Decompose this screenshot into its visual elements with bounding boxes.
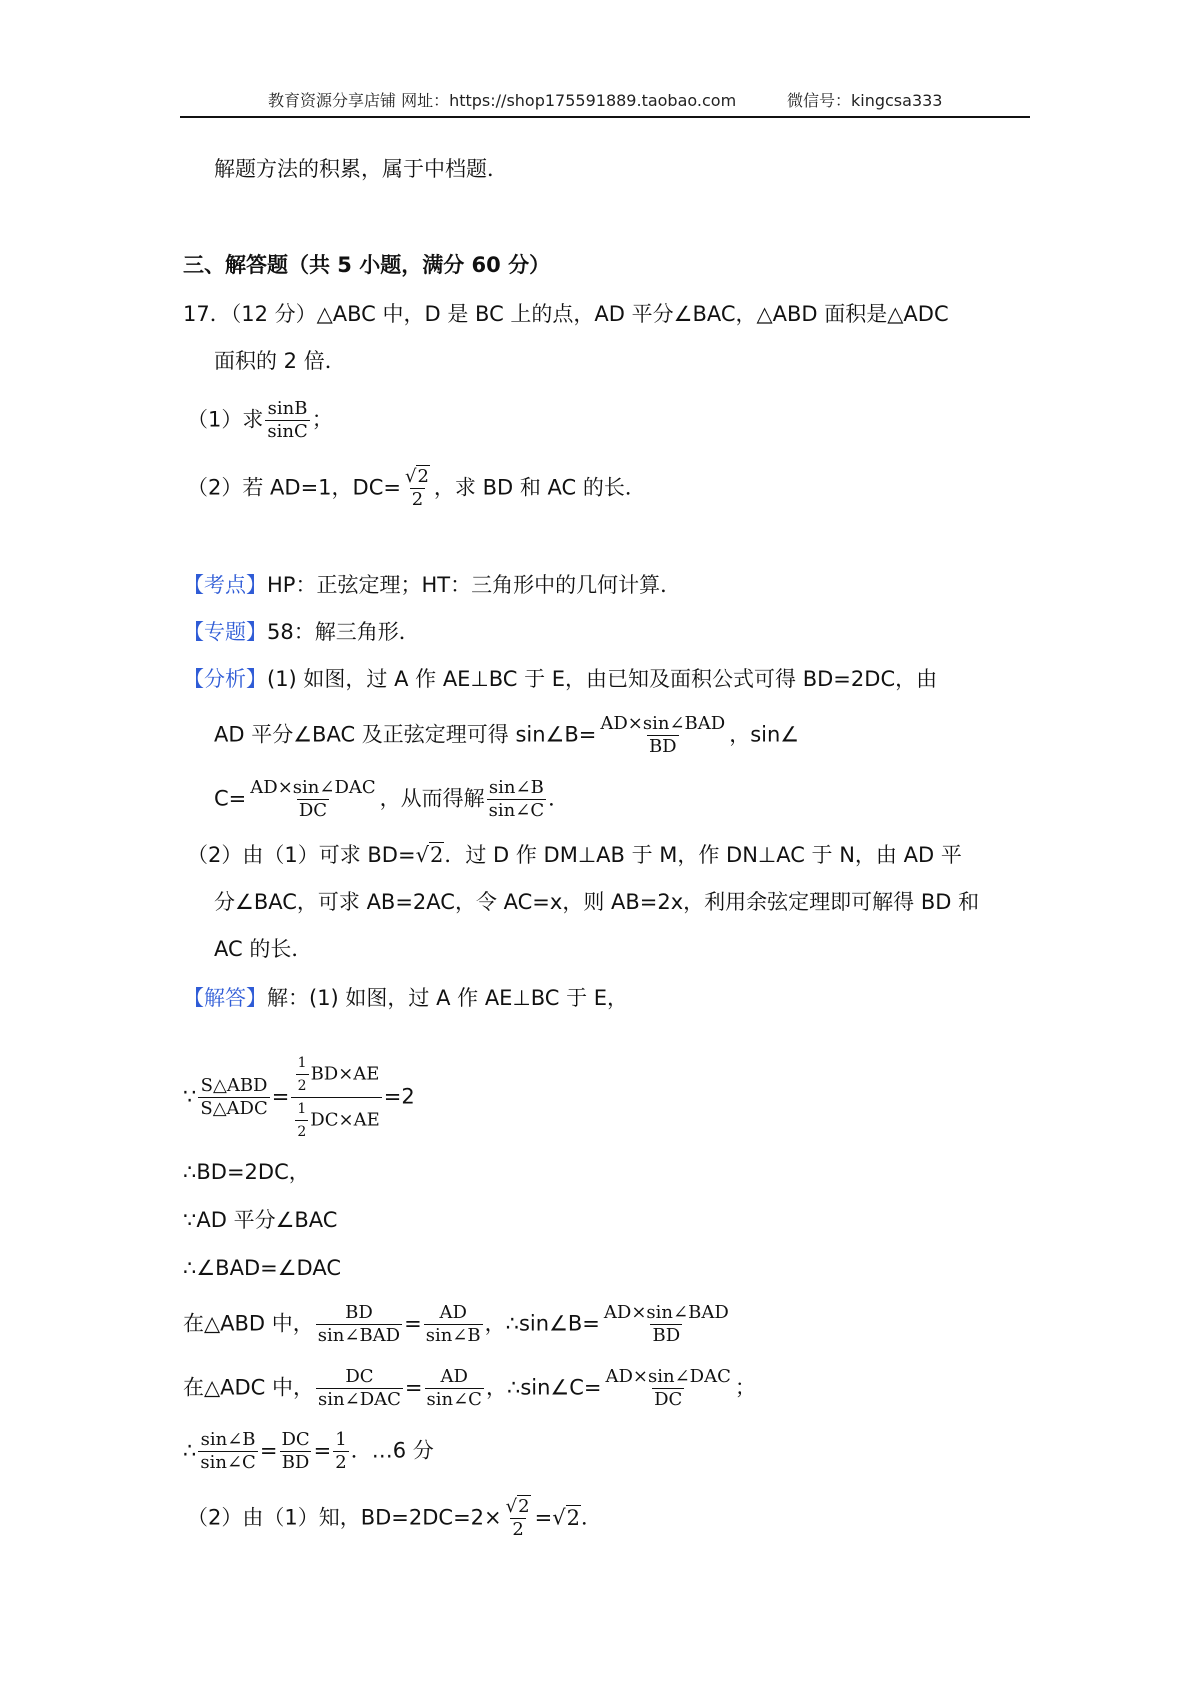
l7-prefix: 在△ADC 中， xyxy=(183,1375,315,1400)
jieda-line-3: ∴BD=2DC， xyxy=(183,1160,310,1184)
l9-sqrt: √2 xyxy=(505,1496,530,1517)
half-two-bottom: 2 xyxy=(295,1120,308,1143)
l8-frac-1 xyxy=(198,1429,257,1474)
fenxi-l1: (1) 如图，过 A 作 AE⊥BC 于 E，由已知及面积公式可得 BD=2DC，由 xyxy=(267,667,938,691)
l6-f3-num: AD×sin∠BAD xyxy=(603,1302,729,1323)
fenxi-l4-sqrt: √2 xyxy=(415,843,444,867)
kaodian-tag: 【考点】 xyxy=(183,573,267,597)
jieda-line-4: ∵AD 平分∠BAC xyxy=(183,1208,338,1232)
problem-line-2: 面积的 2 倍． xyxy=(214,349,346,373)
fenxi-l3-den: DC xyxy=(298,800,328,821)
jieda-line-1 xyxy=(183,983,628,1013)
jieda-tag: 【解答】 xyxy=(183,986,267,1010)
l9-radicand-2: 2 xyxy=(566,1505,580,1530)
l7-f3-num: AD×sin∠DAC xyxy=(605,1366,731,1387)
l9-frac xyxy=(504,1496,533,1541)
q2-radicand: 2 xyxy=(417,466,429,487)
half-one-top: 1 xyxy=(297,1055,307,1071)
fenxi-l3-text: ，从而得解 xyxy=(379,786,485,811)
dc-ae: DC×AE xyxy=(310,1109,380,1131)
half-one-bottom: 1 xyxy=(297,1101,307,1117)
header-wechat: 微信号：kingcsa333 xyxy=(787,91,943,110)
therefore-symbol: ∴ xyxy=(183,1438,197,1463)
fenxi-line-2 xyxy=(214,713,799,758)
fenxi-l4-prefix: （2）由（1）可求 BD= xyxy=(187,843,416,867)
l7-frac-1 xyxy=(316,1366,403,1411)
q2-sqrt: √2 xyxy=(404,466,429,487)
fenxi-l3-fraction-2 xyxy=(487,777,546,822)
kaodian-line xyxy=(183,570,681,600)
l6-frac-2 xyxy=(424,1302,483,1347)
l7-frac-2 xyxy=(425,1366,484,1411)
section-title: 三、解答题（共 5 小题，满分 60 分） xyxy=(183,253,551,277)
l6-f3-den: BD xyxy=(652,1325,681,1346)
l6-f1-den: sin∠BAD xyxy=(317,1325,401,1346)
jieda-line-8: ∴ $\frac{\sin\angle B}{\sin\angle C}$ = $\frac{DC}{BD}$ = $\frac{1}{2}$ ．…6 分 xyxy=(183,1429,434,1473)
l6-frac-1 xyxy=(316,1302,402,1347)
fenxi-line-5: 分∠BAC，可求 AB=2AC，令 AC=x，则 AB=2x，利用余弦定理即可解得 BD 和 xyxy=(214,890,980,914)
q1-suffix: ； xyxy=(311,407,333,432)
header-shop-url: 教育资源分享店铺 网址：https://shop175591889.taobao.com xyxy=(268,91,737,110)
l7-f3-den: DC xyxy=(654,1389,683,1410)
kaodian-text: HP：正弦定理；HT：三角形中的几何计算． xyxy=(267,573,682,597)
l8-frac-3 xyxy=(333,1429,348,1474)
l7-f1-num: DC xyxy=(345,1366,374,1387)
fenxi-l3-den2: sin∠C xyxy=(488,800,545,821)
l7-frac-3 xyxy=(604,1366,733,1411)
half-two-top: 2 xyxy=(296,1074,309,1097)
area-adc: S△ADC xyxy=(200,1098,268,1119)
l8-f1-den: sin∠C xyxy=(200,1452,256,1473)
fenxi-line-6: AC 的长． xyxy=(214,937,313,961)
area-ratio-denominator xyxy=(291,1097,381,1143)
jieda-line-9: （2）由（1）知，BD=2DC=2× $\frac{√2}{2}$ =√2． xyxy=(187,1496,602,1540)
fenxi-l2-num: AD×sin∠BAD xyxy=(600,713,726,734)
l6-f2-num: AD xyxy=(439,1302,467,1323)
zhuanti-line xyxy=(183,617,420,647)
l8-frac-2 xyxy=(279,1429,311,1474)
fenxi-l3-num2: sin∠B xyxy=(488,777,544,798)
area-abd: S△ABD xyxy=(200,1075,268,1096)
l6-prefix: 在△ABD 中， xyxy=(183,1311,314,1336)
fenxi-tag: 【分析】 xyxy=(183,667,267,691)
fenxi-line-4 xyxy=(187,840,962,870)
l6-f1-num: BD xyxy=(345,1302,373,1323)
fenxi-l4-text: ．过 D 作 DM⊥AB 于 M，作 DN⊥AC 于 N，由 AD 平 xyxy=(444,843,962,867)
half-fraction-top xyxy=(296,1052,309,1097)
jieda-line-5: ∴∠BAD=∠DAC xyxy=(183,1256,342,1280)
l8-f3-den: 2 xyxy=(335,1452,347,1473)
l8-f1-num: sin∠B xyxy=(200,1429,256,1450)
l7-f1-den: sin∠DAC xyxy=(318,1389,401,1410)
l7-suffix: ； xyxy=(734,1375,756,1400)
q2-fraction xyxy=(403,466,432,511)
fenxi-l2-suffix: ，sin∠ xyxy=(729,722,800,747)
page-header xyxy=(180,86,1030,118)
q2-suffix: ，求 BD 和 AC 的长． xyxy=(433,475,646,500)
l6-mid: ，∴sin∠B= xyxy=(484,1311,600,1336)
q2-den: 2 xyxy=(411,489,424,510)
area-ratio-right xyxy=(291,1052,381,1143)
half-fraction-bottom xyxy=(295,1098,308,1143)
l6-f2-den: sin∠B xyxy=(425,1325,481,1346)
fenxi-l3-prefix: C= xyxy=(214,786,247,811)
bd-ae: BD×AE xyxy=(310,1063,380,1085)
intro-line: 解题方法的积累，属于中档题． xyxy=(214,157,508,181)
area-ratio-left xyxy=(198,1075,269,1120)
q1-den: sinC xyxy=(267,421,308,442)
fenxi-line-3 xyxy=(214,777,569,822)
fenxi-l2-fraction xyxy=(598,713,727,758)
l9-radicand: 2 xyxy=(518,1496,530,1517)
fenxi-l3-num: AD×sin∠DAC xyxy=(250,777,376,798)
question-1 xyxy=(187,398,333,443)
fenxi-l4-radicand: 2 xyxy=(429,843,444,867)
fenxi-l2-den: BD xyxy=(648,736,677,757)
l8-f2-den: BD xyxy=(281,1452,310,1473)
l9-prefix: （2）由（1）知，BD=2DC=2× xyxy=(187,1505,502,1530)
fenxi-l3-suffix: ． xyxy=(548,786,570,811)
fenxi-l3-fraction-1 xyxy=(248,777,377,822)
problem-line-1: 17．（12 分）△ABC 中，D 是 BC 上的点，AD 平分∠BAC，△ABD 面积是△ADC xyxy=(183,302,949,326)
jieda-line-7: 在△ADC 中， $\frac{DC}{\text{sin∠DAC}}$ = $\frac{AD}{\sin\angle C}$ ，∴sin∠C= $\frac{\text{AD×sin∠DAC}}{DC}$ ； xyxy=(183,1366,756,1410)
jieda-line-6: 在△ABD 中， $\frac{BD}{\text{sin∠BAD}}$ = $\frac{AD}{\sin\angle B}$ ，∴sin∠B= $\frac{\text{AD×sin∠BAD}}{BD}$ xyxy=(183,1302,729,1346)
l9-den: 2 xyxy=(512,1519,524,1540)
q1-num: sinB xyxy=(267,398,308,419)
l7-f2-num: AD xyxy=(440,1366,468,1387)
zhuanti-text: 58：解三角形． xyxy=(267,620,420,644)
l7-f2-den: sin∠C xyxy=(426,1389,482,1410)
l8-f2-num: DC xyxy=(281,1429,310,1450)
area-ratio-result: =2 xyxy=(383,1084,415,1109)
q1-prefix: （1）求 xyxy=(187,407,264,432)
l6-frac-3 xyxy=(602,1302,731,1347)
l8-f3-num: 1 xyxy=(335,1429,347,1450)
jieda-area-ratio: ∵ $\frac{\text{S△ABD}}{\text{S△ADC}}$ = $\frac{1}{2}$ BD×AE $\frac{1}{2}$ DC×AE =2 xyxy=(183,1052,415,1143)
l8-score: ．…6 分 xyxy=(350,1438,434,1463)
fenxi-line-1 xyxy=(183,664,937,694)
jieda-l1: 解：(1) 如图，过 A 作 AE⊥BC 于 E， xyxy=(267,986,629,1010)
l9-sqrt-result: √2 xyxy=(552,1505,580,1530)
fenxi-l2-text: AD 平分∠BAC 及正弦定理可得 sin∠B= xyxy=(214,722,597,747)
area-ratio-numerator xyxy=(292,1052,382,1097)
because-symbol: ∵ xyxy=(183,1084,197,1109)
l7-mid: ，∴sin∠C= xyxy=(485,1375,602,1400)
q2-prefix: （2）若 AD=1，DC= xyxy=(187,475,401,500)
zhuanti-tag: 【专题】 xyxy=(183,620,267,644)
q1-fraction xyxy=(265,398,309,443)
l9-suffix: ． xyxy=(580,1505,602,1530)
question-2 xyxy=(187,466,646,511)
